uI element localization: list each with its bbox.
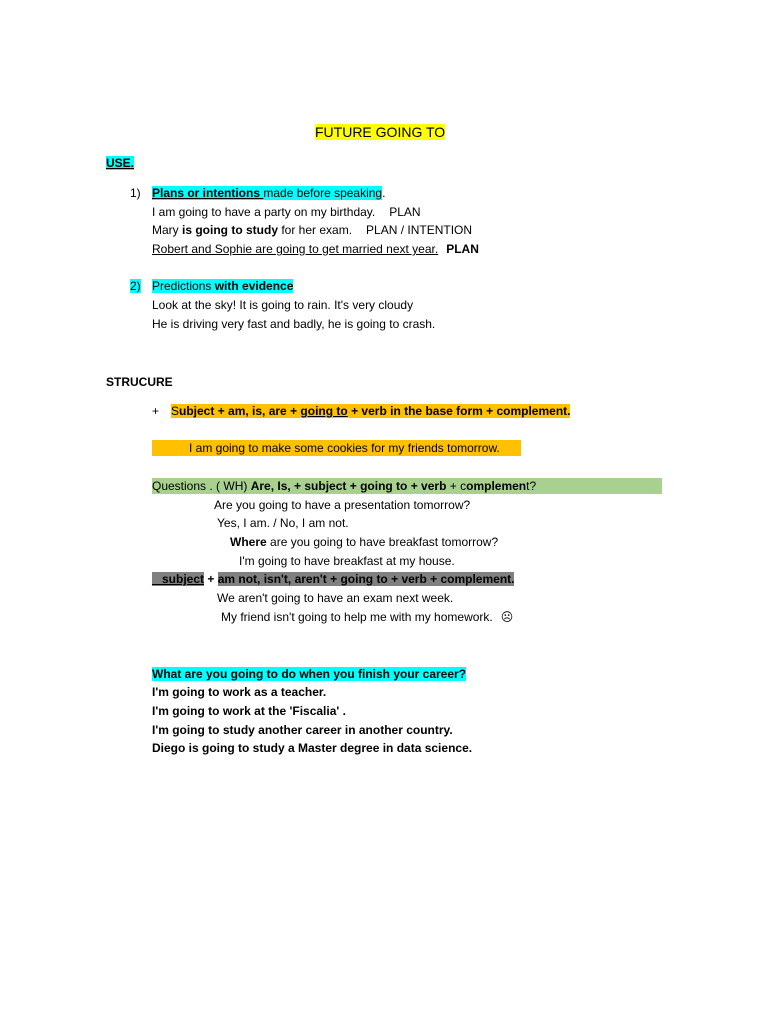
affirmative-example: I am going to make some cookies for my friends tomorrow. <box>152 440 521 456</box>
use-item-2-heading: Predictions with evidence <box>152 279 294 293</box>
use-item-2-example-2: He is driving very fast and badly, he is going to crash. <box>152 317 436 331</box>
question-example-2-answer: I'm going to have breakfast at my house. <box>239 554 455 568</box>
sad-face-icon: ☹ <box>500 610 514 624</box>
structure-plus-sign: + <box>152 404 160 418</box>
question-example-1: Are you going to have a presentation tomorrow? <box>214 498 471 512</box>
use-item-1-example-1: I am going to have a party on my birthday. PLAN <box>152 205 421 219</box>
question-example-1-answer: Yes, I am. / No, I am not. <box>217 516 349 530</box>
negative-formula: _ subject + am not, isn't, aren't + going to + verb + complement. <box>152 572 515 586</box>
use-item-1-example-3: Robert and Sophie are going to get married next year. PLAN <box>152 242 479 256</box>
use-heading: USE. <box>106 156 135 170</box>
practice-answer-4: Diego is going to study a Master degree in data science. <box>152 741 473 755</box>
negative-example-1: We aren't going to have an exam next week. <box>217 591 454 605</box>
use-item-1-number: 1) <box>130 186 141 200</box>
use-item-2-example-1: Look at the sky! It is going to rain. It's very cloudy <box>152 298 414 312</box>
affirmative-formula: Subject + am, is, are + going to + verb in the base form + complement. <box>171 404 571 418</box>
practice-question: What are you going to do when you finish your career? <box>152 667 467 681</box>
practice-answer-1: I'm going to work as a teacher. <box>152 685 327 699</box>
practice-answer-3: I'm going to study another career in another country. <box>152 723 453 737</box>
question-example-2: Where are you going to have breakfast tomorrow? <box>230 535 499 549</box>
questions-formula: Questions . ( WH) Are, Is, + subject + going to + verb + complement? <box>152 478 662 494</box>
structure-heading: STRUCURE <box>106 375 173 389</box>
document-title: FUTURE GOING TO <box>315 124 446 140</box>
use-item-1-example-2: Mary is going to study for her exam. PLAN / INTENTION <box>152 223 473 237</box>
practice-answer-2: I'm going to work at the 'Fiscalia' . <box>152 704 346 718</box>
use-item-2-number: 2) <box>130 279 141 293</box>
negative-example-2: My friend isn't going to help me with my homework. ☹ <box>221 610 514 624</box>
use-item-1-heading: Plans or intentions made before speaking. <box>152 186 386 200</box>
